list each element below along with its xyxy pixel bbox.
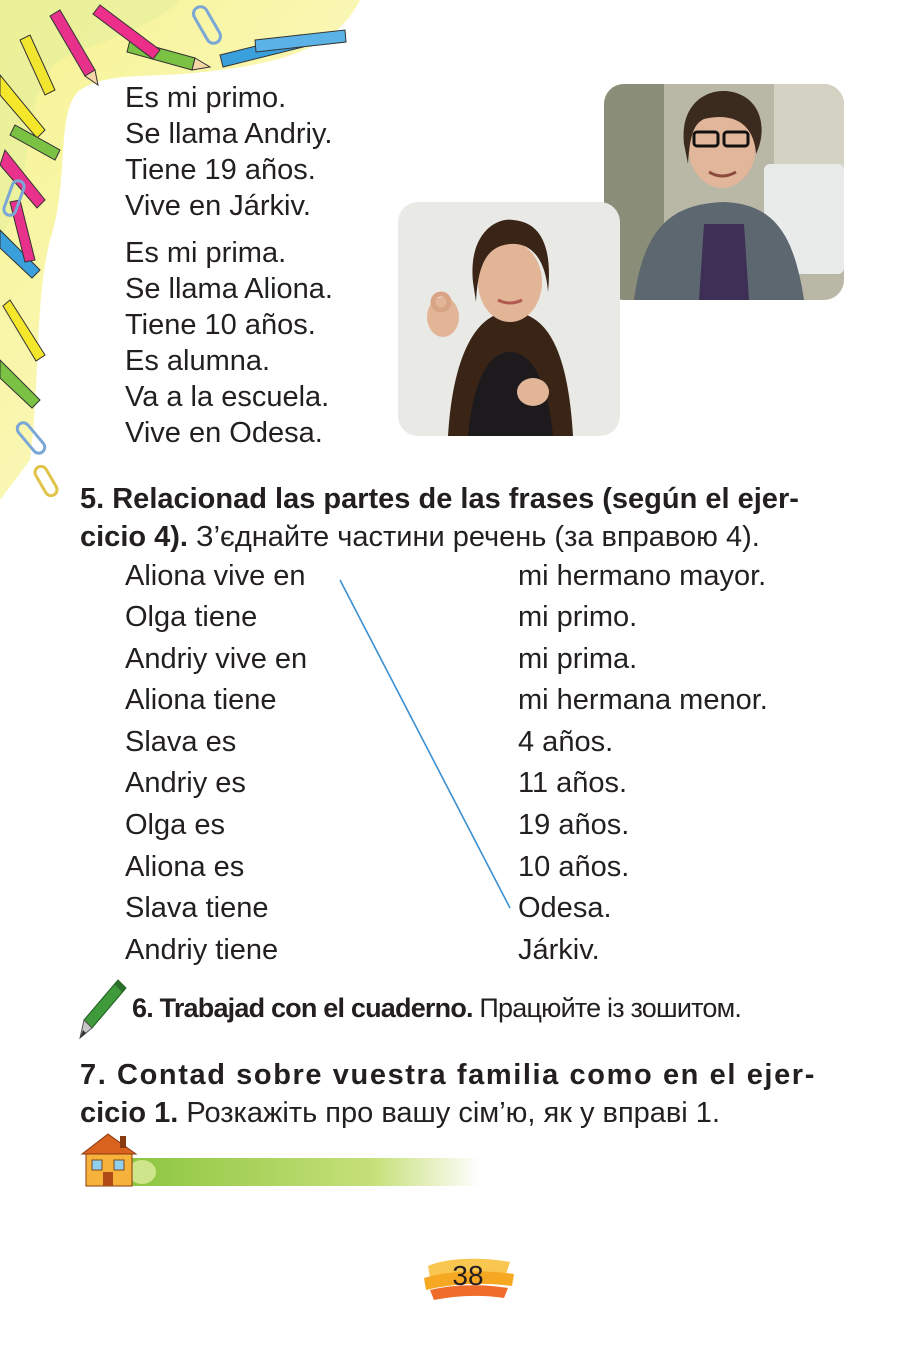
left-phrase: Andriy es bbox=[125, 767, 246, 799]
left-phrase: Andriy tiene bbox=[125, 934, 279, 966]
text-line: Es alumna. bbox=[125, 345, 271, 377]
right-phrase: 10 años. bbox=[518, 851, 630, 883]
text-line: Tiene 10 años. bbox=[125, 309, 316, 341]
exercise-5-instruction: З’єднайте частини речень (за вправою 4). bbox=[188, 521, 760, 553]
left-phrase: Olga es bbox=[125, 809, 225, 841]
exercise-7-title-cont: cicio 1. bbox=[80, 1097, 179, 1129]
page-number: 38 bbox=[452, 1260, 484, 1291]
text-line: Es mi prima. bbox=[125, 237, 287, 269]
exercise-5-title-cont: cicio 4). bbox=[80, 521, 188, 553]
left-phrase: Aliona es bbox=[125, 851, 245, 883]
right-phrase: mi prima. bbox=[518, 643, 638, 675]
text-line: Tiene 19 años. bbox=[125, 154, 316, 186]
right-phrase: 19 años. bbox=[518, 809, 630, 841]
left-phrase: Olga tiene bbox=[125, 601, 258, 633]
left-phrase: Aliona vive en bbox=[125, 560, 306, 592]
left-phrase: Slava es bbox=[125, 726, 237, 758]
house-icon bbox=[82, 1134, 136, 1186]
right-phrase: mi hermana menor. bbox=[518, 684, 768, 716]
text-line: Se llama Andriy. bbox=[125, 118, 333, 150]
text-line: Vive en Odesa. bbox=[125, 417, 323, 449]
text-line: Es mi primo. bbox=[125, 82, 287, 114]
left-phrase: Andriy vive en bbox=[125, 643, 308, 675]
right-phrase: 11 años. bbox=[518, 767, 628, 799]
left-phrase: Slava tiene bbox=[125, 892, 269, 924]
right-phrase: Járkiv. bbox=[518, 934, 600, 966]
exercise-5-title: 5. Relacionad las partes de las frases (según el ejer- bbox=[80, 483, 799, 515]
exercise-6 bbox=[132, 988, 741, 1028]
page-number-badge bbox=[420, 1252, 516, 1302]
exercise-7-title: 7. Contad sobre vuestra familia como en el ejer- bbox=[80, 1059, 816, 1091]
right-phrase: Odesa. bbox=[518, 892, 612, 924]
exercise-6-instruction: Працюйте із зошитом. bbox=[472, 993, 742, 1023]
exercise-7 bbox=[80, 1056, 846, 1132]
right-phrase: mi hermano mayor. bbox=[518, 560, 767, 592]
left-phrase: Aliona tiene bbox=[125, 684, 277, 716]
text-line: Se llama Aliona. bbox=[125, 273, 333, 305]
right-phrase: 4 años. bbox=[518, 726, 614, 758]
right-phrase: mi primo. bbox=[518, 601, 638, 633]
text-line: Vive en Járkiv. bbox=[125, 190, 311, 222]
text-line: Va a la escuela. bbox=[125, 381, 330, 413]
exercise-7-instruction: Розкажіть про вашу сім’ю, як у вправі 1. bbox=[178, 1097, 720, 1129]
home-task-bar bbox=[80, 1132, 480, 1190]
pen-icon bbox=[78, 978, 128, 1040]
exercise-6-title: 6. Trabajad con el cuaderno. bbox=[132, 993, 473, 1023]
